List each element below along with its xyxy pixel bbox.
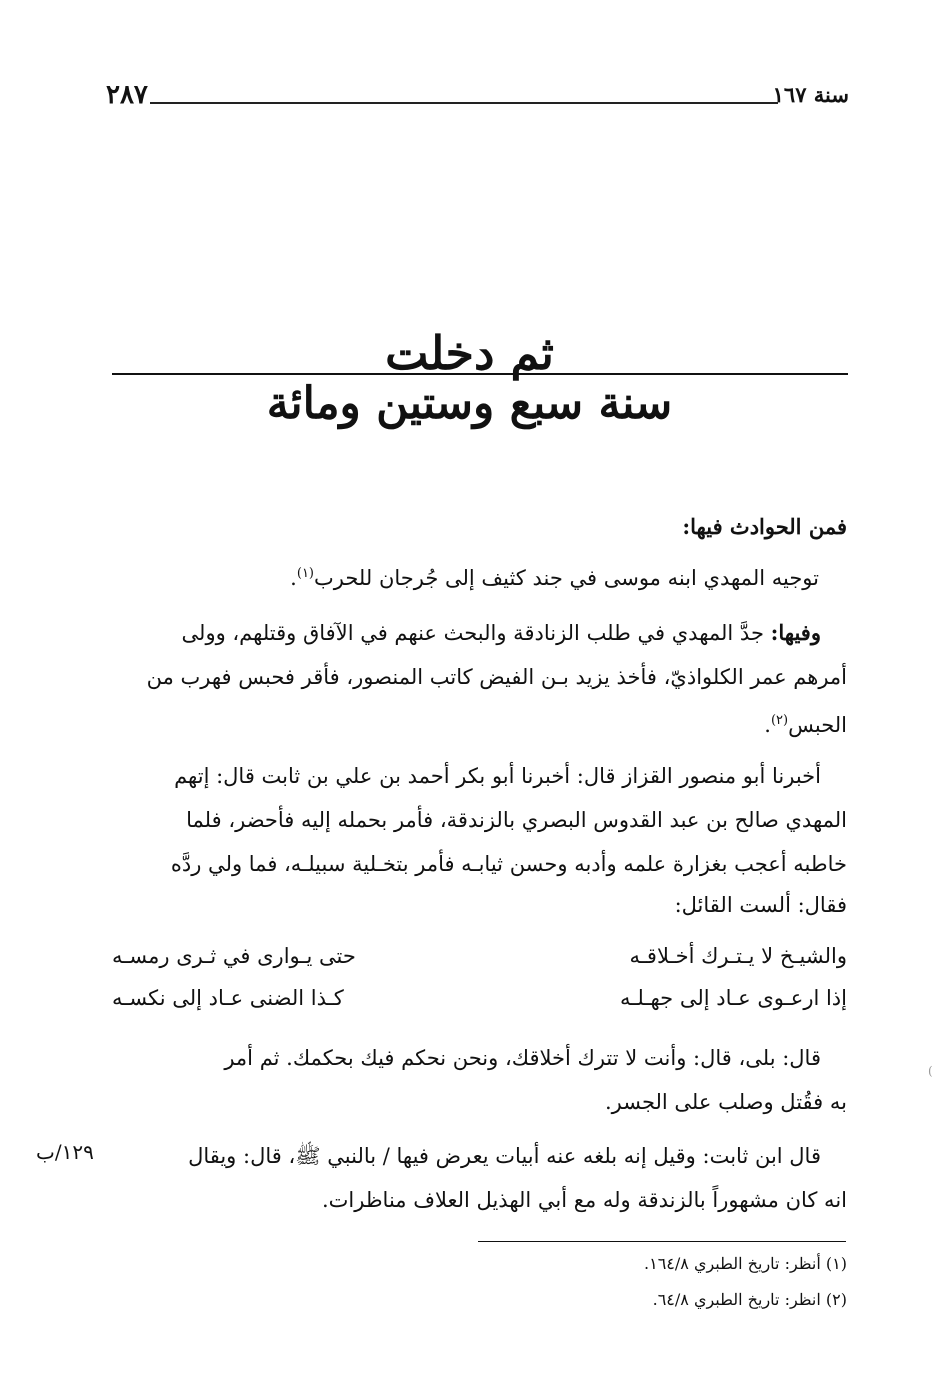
verse-1-second-hemistich: حتى يـوارى في ثـرى رمسـه <box>112 944 356 968</box>
paragraph-2-line1: وفيها: جدَّ المهدي في طلب الزنادقة والبحث عنهم في الآفاق وقتلهم، وولى <box>181 620 821 645</box>
title-rule <box>112 373 848 375</box>
section-heading: فمن الحوادث فيها: <box>682 514 847 539</box>
paragraph-3-line4: فقال: ألست القائل: <box>674 893 847 917</box>
margin-mark: ( <box>928 1064 933 1078</box>
paragraph-3-line3: خاطبه أعجب بغزارة علمه وأدبه وحسن ثيابـه فأمر بتخـلية سبيلـه، فما ولي ردَّه <box>170 852 847 876</box>
footnote-rule <box>478 1241 846 1242</box>
paragraph-5-line1: قال ابن ثابت: وقيل إنه بلغه عنه أبيات يعرض فيها / بالنبي ﷺ، قال: ويقال <box>188 1144 821 1168</box>
paragraph-4-line2: به فقُتل وصلب على الجسر. <box>604 1090 847 1114</box>
page-number: ٢٨٧ <box>106 80 148 110</box>
paragraph-5-line2: انه كان مشهوراً بالزندقة وله مع أبي الهذيل العلاف مناظرات. <box>321 1188 847 1212</box>
paragraph-3-line2: المهدي صالح بن عبد القدوس البصري بالزندقة، فأمر بحمله إليه فأحضر، فلما <box>186 808 847 832</box>
verse-2-first-hemistich: إذا ارعـوى عـاد إلى جهـلـه <box>619 986 847 1010</box>
footnote-2: (٢) انظر: تاريخ الطبري ٦٤/٨. <box>652 1290 847 1309</box>
verse-2-second-hemistich: كـذا الضنى عـاد إلى نكسـه <box>112 986 344 1010</box>
paragraph-1: توجيه المهدي ابنه موسى في جند كثيف إلى جُرجان للحرب$^{(١)}$. <box>290 566 819 590</box>
footnote-1: (١) أنظر: تاريخ الطبري ١٦٤/٨. <box>644 1254 847 1273</box>
paragraph-2-lead: وفيها: <box>770 620 821 645</box>
paragraph-4-line1: قال: بلى، قال: وأنت لا تترك أخلاقك، ونحن نحكم فيك بحكمك. ثم أمر <box>224 1046 821 1070</box>
header-rule <box>150 102 778 104</box>
poem-verse-2 <box>0 986 939 1026</box>
footnote-ref-1: (١) <box>296 566 314 581</box>
verse-1-first-hemistich: والشيـخ لا يـتـرك أخـلاقـه <box>629 944 847 968</box>
paragraph-2-line2: أمرهم عمر الكلواذيّ، فأخذ يزيد بـن الفيض كاتب المنصور، فأقر فحبس فهرب من <box>146 665 847 689</box>
paragraph-1-text: توجيه المهدي ابنه موسى في جند كثيف إلى جُرجان للحرب <box>314 566 819 590</box>
footnote-ref-2: (٢) <box>770 713 789 728</box>
paragraph-3-line1: أخبرنا أبو منصور القزاز قال: أخبرنا أبو بكر أحمد بن علي بن ثابت قال: إتهم <box>174 764 821 788</box>
chapter-title-line2: سنة سبع وستين ومائة <box>266 378 673 429</box>
chapter-title-line1: ثم دخلت <box>385 326 554 380</box>
margin-folio-note: ١٢٩/ب <box>36 1140 94 1164</box>
running-header-year: سنة ١٦٧ <box>772 82 849 107</box>
poem-verse-1 <box>0 944 939 984</box>
paragraph-2-line3: الحبس$^{(٢)}$. <box>764 713 847 737</box>
